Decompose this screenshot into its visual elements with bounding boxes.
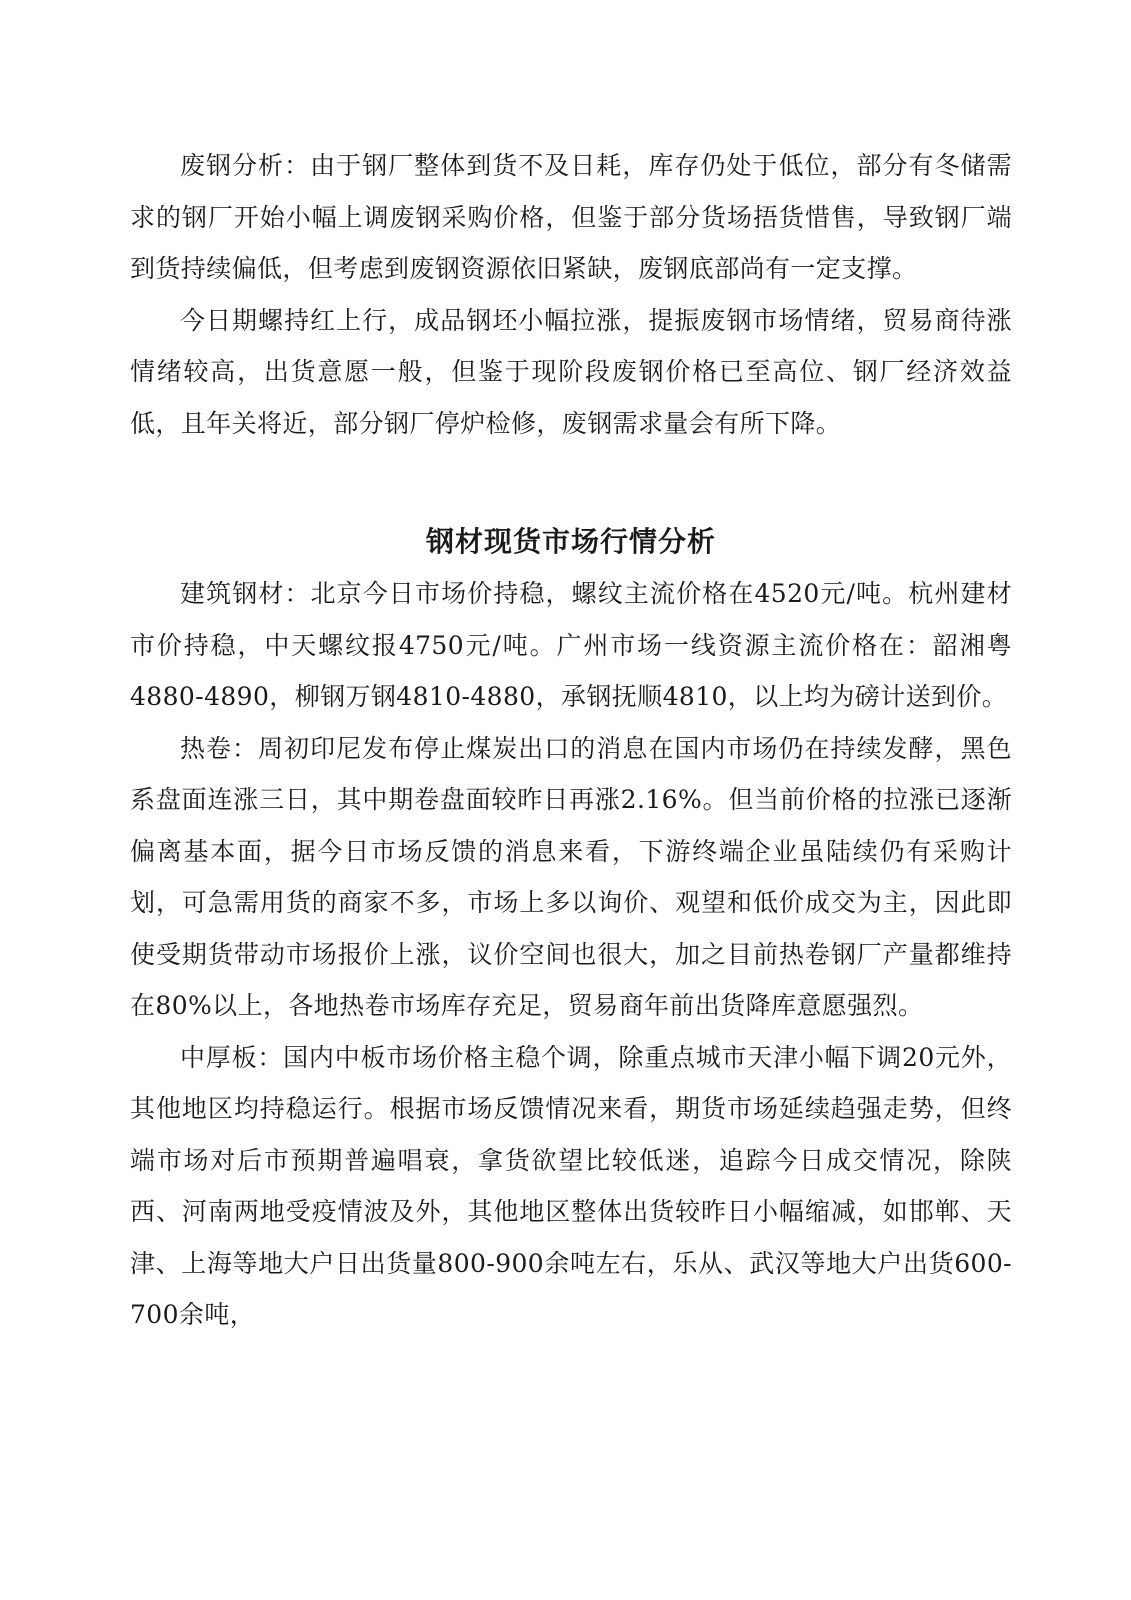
document-body [130, 140, 1012, 1341]
hot-rolled-coil-paragraph: 热卷：周初印尼发布停止煤炭出口的消息在国内市场仍在持续发酵，黑色系盘面连涨三日，其中期卷盘面较昨日再涨2.16%。但当前价格的拉涨已逐渐偏离基本面，据今日市场反馈的消息来看，下游终端企业虽陆续仍有采购计划，可急需用货的商家不多，市场上多以询价、观望和低价成交为主，因此即使受期货带动市场报价上涨，议价空间也很大，加之目前热卷钢厂产量都维持在80%以上，各地热卷市场库存充足，贸易商年前出货降库意愿强烈。 [130, 733, 1012, 1020]
medium-plate-paragraph: 中厚板：国内中板市场价格主稳个调，除重点城市天津小幅下调20元外，其他地区均持稳运行。根据市场反馈情况来看，期货市场延续趋强走势，但终端市场对后市预期普遍唱衰，拿货欲望比较低迷，追踪今日成交情况，除陕西、河南两地受疫情波及外，其他地区整体出货较昨日小幅缩减，如邯郸、天津、上海等地大户日出货量800-900余吨左右，乐从、武汉等地大户出货600-700余吨， [130, 1042, 1012, 1329]
section-title: 钢材现货市场行情分析 [425, 525, 716, 558]
scrap-outlook-paragraph: 今日期螺持红上行，成品钢坯小幅拉涨，提振废钢市场情绪，贸易商待涨情绪较高，出货意愿一般，但鉴于现阶段废钢价格已至高位、钢厂经济效益低，且年关将近，部分钢厂停炉检修，废钢需求量会有所下降。 [130, 305, 1012, 438]
scrap-analysis-paragraph: 废钢分析：由于钢厂整体到货不及日耗，库存仍处于低位，部分有冬储需求的钢厂开始小幅上调废钢采购价格，但鉴于部分货场捂货惜售，导致钢厂端到货持续偏低，但考虑到废钢资源依旧紧缺，废钢底部尚有一定支撑。 [130, 151, 1012, 283]
construction-steel-paragraph: 建筑钢材：北京今日市场价持稳，螺纹主流价格在4520元/吨。杭州建材市价持稳，中天螺纹报4750元/吨。广州市场一线资源主流价格在：韶湘粤4880-4890，柳钢万钢4810-4880，承钢抚顺4810，以上均为磅计送到价。 [130, 579, 1012, 711]
